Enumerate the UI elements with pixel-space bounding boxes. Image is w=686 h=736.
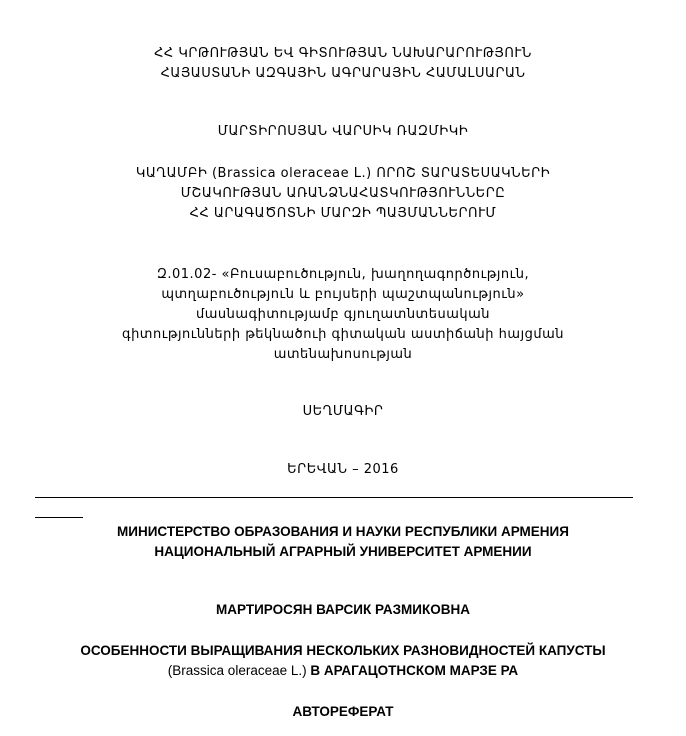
ru-author: МАРТИРОСЯН ВАРСИК РАЗМИКОВНА xyxy=(216,602,470,617)
arm-specialty-line2: պտղաբուծություն և բույսերի պաշտպանություն» xyxy=(161,287,525,302)
arm-ministry-line2: ՀԱՅԱՍՏԱՆԻ ԱԶԳԱՅԻՆ ԱԳՐԱՐԱՅԻՆ ՀԱՄԱԼՍԱՐԱՆ xyxy=(160,66,526,81)
separator-rule-short xyxy=(35,517,83,518)
arm-title-line2: ՄՇԱԿՈՒԹՅԱՆ ԱՌԱՆՁՆԱՀԱՏԿՈՒԹՅՈՒՆՆԵՐԸ xyxy=(180,186,506,201)
arm-specialty-line3: մասնագիտությամբ գյուղատնտեսական xyxy=(196,307,490,322)
ru-ministry-line2: НАЦИОНАЛЬНЫЙ АГРАРНЫЙ УНИВЕРСИТЕТ АРМЕНИИ xyxy=(154,544,532,559)
ru-title-line1: ОСОБЕННОСТИ ВЫРАЩИВАНИЯ НЕСКОЛЬКИХ РАЗНОВИДНОСТЕЙ КАПУСТЫ xyxy=(80,643,606,658)
arm-specialty-line5: ատենախոսության xyxy=(273,347,413,362)
ru-doc-type: АВТОРЕФЕРАТ xyxy=(292,704,394,719)
arm-author: ՄԱՐՏԻՐՈՍՅԱՆ ՎԱՐՍԻԿ ՌԱԶՄԻԿԻ xyxy=(217,124,469,139)
arm-doc-type: ՍԵՂՄԱԳԻՐ xyxy=(302,404,384,419)
arm-title-line3: ՀՀ ԱՐԱԳԱԾՈՏՆԻ ՄԱՐԶԻ ՊԱՅՄԱՆՆԵՐՈՒՄ xyxy=(189,206,497,221)
separator-rule xyxy=(35,497,633,498)
arm-specialty-line1: Զ.01.02- «Բուսաբուծություն, խաղողագործություն, xyxy=(156,267,530,282)
arm-city-year: ԵՐԵՎԱՆ – 2016 xyxy=(287,462,399,477)
ru-ministry-line1: МИНИСТЕРСТВО ОБРАЗОВАНИЯ И НАУКИ РЕСПУБЛИКИ АРМЕНИЯ xyxy=(117,524,569,539)
ru-title-line2 xyxy=(0,662,686,680)
arm-specialty-line4: գիտությունների թեկնածուի գիտական աստիճանի հայցման xyxy=(122,327,564,342)
arm-ministry-line1: ՀՀ ԿՐԹՈՒԹՅԱՆ ԵՎ ԳԻՏՈՒԹՅԱՆ ՆԱԽԱՐԱՐՈՒԹՅՈՒՆ xyxy=(154,46,532,61)
ru-title-latin: (Brassica oleraceae L.) xyxy=(167,663,307,678)
arm-title-line1: ԿԱՂԱՄԲԻ (Brassica oleraceae L.) ՈՐՈՇ ՏԱՐԱՏԵՍԱԿՆԵՐԻ xyxy=(135,166,551,181)
ru-title-rest: В АРАГАЦОТНСКОМ МАРЗЕ РА xyxy=(306,663,519,678)
